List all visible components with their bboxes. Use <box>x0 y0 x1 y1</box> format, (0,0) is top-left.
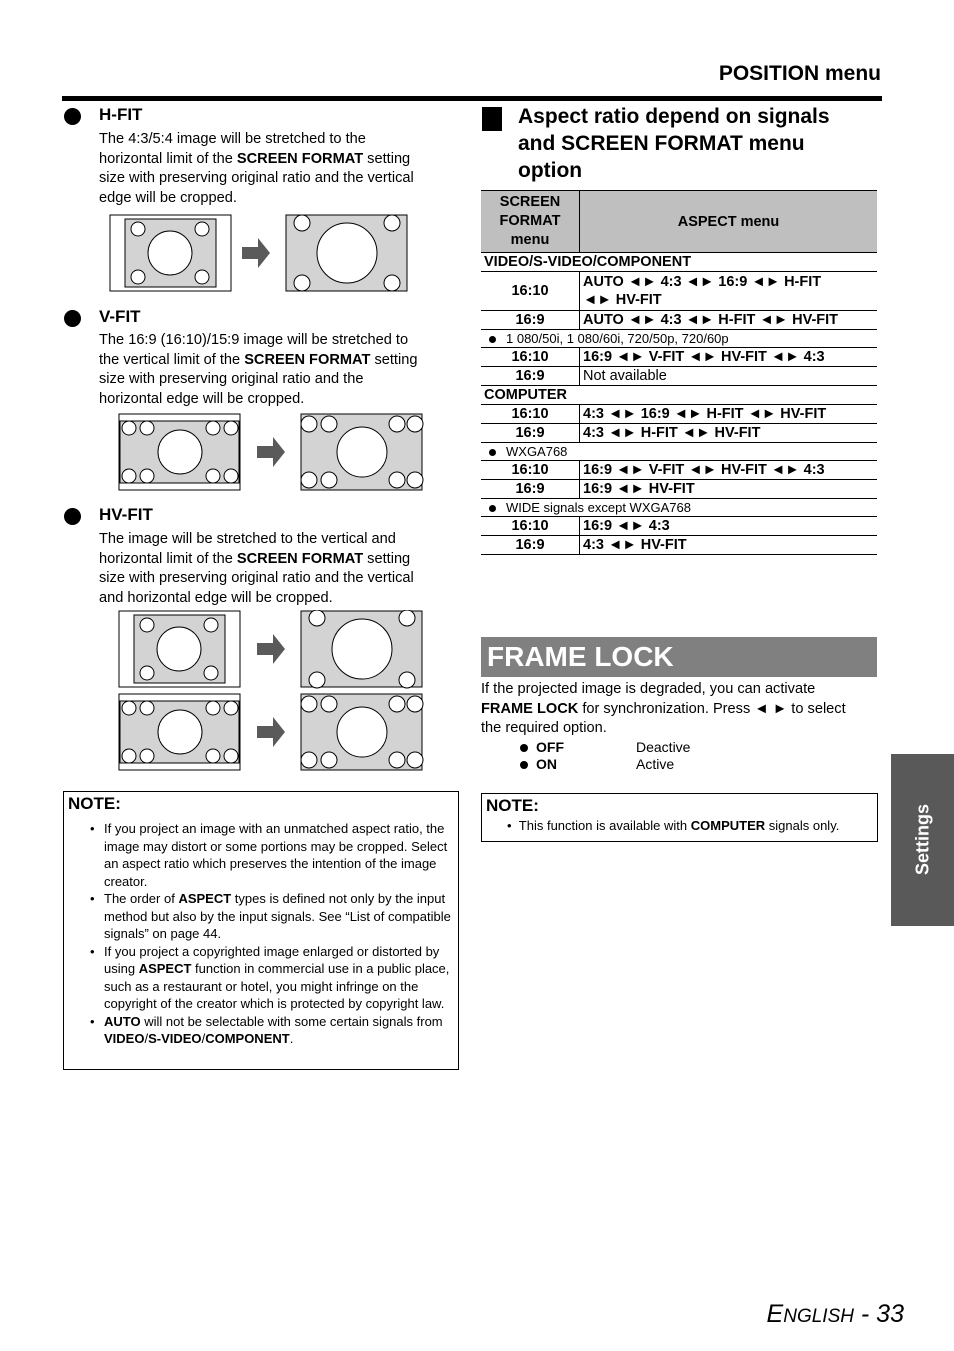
note-item: • If you project a copyrighted image enlarged or distorted by using ASPECT function in commercial use in a public place, such as a restaurant or hotel, you might infringe on the copyright of the creator which is protected by copyright law. <box>64 943 454 1013</box>
bullet-icon <box>64 108 81 125</box>
bullet-icon <box>520 744 528 752</box>
table-header: ASPECT menu <box>580 191 878 253</box>
table-row: 16:9 4:3 ◄► HV-FIT <box>481 536 877 555</box>
hvfit-description: The image will be stretched to the vertical and horizontal limit of the SCREEN FORMAT setting size with preserving original ratio and the vertical and horizontal edge will be cropped. <box>99 531 414 606</box>
table-row: 16:10 16:9 ◄► V-FIT ◄► HV-FIT ◄► 4:3 <box>481 348 877 367</box>
arrow-right-icon <box>257 634 285 664</box>
note-list <box>64 820 458 1048</box>
section-marker-icon <box>482 107 502 131</box>
option-on: ON Active <box>520 756 780 773</box>
page-footer: ENGLISH - 33 <box>766 1300 904 1328</box>
table-bullet-row: WIDE signals except WXGA768 <box>481 499 877 517</box>
section-header: POSITION menu <box>718 62 881 85</box>
frame-lock-title: FRAME LOCK <box>481 637 877 677</box>
aspect-section-title: Aspect ratio depend on signals and SCREEN FORMAT menu option <box>518 105 830 182</box>
header-rule <box>62 96 882 101</box>
hfit-title: H-FIT <box>99 105 143 124</box>
table-row: 16:10 16:9 ◄► 4:3 <box>481 517 877 536</box>
hvfit-title: HV-FIT <box>99 505 153 524</box>
table-row: 16:10 AUTO ◄► 4:3 ◄► 16:9 ◄► H-FIT ◄► HV-FIT <box>481 272 877 311</box>
hfit-description: The 4:3/5:4 image will be stretched to the horizontal limit of the SCREEN FORMAT setting size with preserving original ratio and the vertical edge will be cropped. <box>99 131 414 206</box>
table-row: 16:10 16:9 ◄► V-FIT ◄► HV-FIT ◄► 4:3 <box>481 461 877 480</box>
aspect-table <box>481 190 877 555</box>
vfit-description: The 16:9 (16:10)/15:9 image will be stretched to the vertical limit of the SCREEN FORMAT setting size with preserving original ratio and the horizontal edge will be cropped. <box>99 332 418 407</box>
note-box <box>63 791 459 1070</box>
vfit-title: V-FIT <box>99 307 141 326</box>
arrow-right-icon <box>257 437 285 467</box>
table-group-row: COMPUTER <box>481 386 877 405</box>
note-box <box>481 793 878 842</box>
arrow-right-icon <box>242 238 270 268</box>
arrow-right-icon <box>257 717 285 747</box>
table-row: 16:9 Not available <box>481 367 877 386</box>
table-row: 16:9 AUTO ◄► 4:3 ◄► H-FIT ◄► HV-FIT <box>481 311 877 330</box>
table-header-row: SCREEN FORMAT menu ASPECT menu <box>481 191 877 253</box>
frame-lock-options <box>520 739 780 773</box>
table-row: 16:10 4:3 ◄► 16:9 ◄► H-FIT ◄► HV-FIT <box>481 405 877 424</box>
frame-lock-description: If the projected image is degraded, you can activate FRAME LOCK for synchronization. Press ◄ ► to select the required option. <box>481 681 846 736</box>
hvfit-illustration <box>117 610 425 774</box>
note-title: NOTE: <box>68 794 121 813</box>
side-tab-settings[interactable] <box>891 754 954 926</box>
hfit-illustration <box>108 214 410 294</box>
bullet-icon <box>520 761 528 769</box>
table-bullet-row: 1 080/50i, 1 080/60i, 720/50p, 720/60p <box>481 330 877 348</box>
table-bullet-row: WXGA768 <box>481 443 877 461</box>
note-item: • This function is available with COMPUTER signals only. <box>507 818 840 833</box>
bullet-icon <box>489 505 496 512</box>
note-item: • If you project an image with an unmatched aspect ratio, the image may distort or some portions may be cropped. Select an aspect ratio which preserves the intention of the image creator. <box>64 820 454 890</box>
bullet-icon <box>64 508 81 525</box>
note-item: • The order of ASPECT types is defined not only by the input method but also by the input signals. See “List of compatible signals” on page 44. <box>64 890 454 943</box>
note-item: • AUTO will not be selectable with some certain signals from VIDEO/S-VIDEO/COMPONENT. <box>64 1013 454 1048</box>
bullet-icon <box>489 336 496 343</box>
bullet-icon <box>489 449 496 456</box>
note-title: NOTE: <box>486 796 539 815</box>
vfit-illustration <box>117 413 425 493</box>
table-row: 16:9 16:9 ◄► HV-FIT <box>481 480 877 499</box>
side-tab-label: Settings <box>912 804 933 876</box>
table-row: 16:9 4:3 ◄► H-FIT ◄► HV-FIT <box>481 424 877 443</box>
bullet-icon <box>64 310 81 327</box>
table-group-row: VIDEO/S-VIDEO/COMPONENT <box>481 253 877 272</box>
option-off: OFF Deactive <box>520 739 780 756</box>
